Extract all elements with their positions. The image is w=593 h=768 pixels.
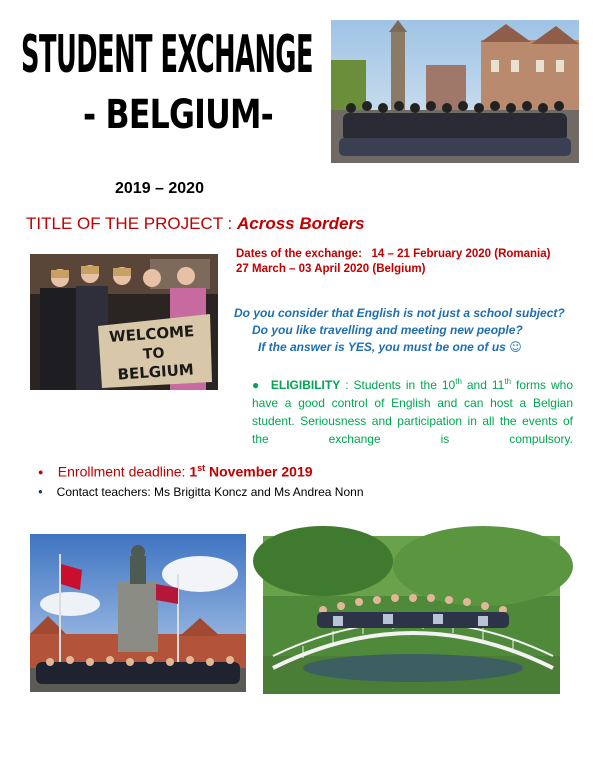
eligibility-block bbox=[58, 373, 573, 448]
eligibility-text-1: Students in the 10 bbox=[353, 378, 456, 392]
enrollment-bullet: ● bbox=[38, 466, 44, 477]
dates-line-romania bbox=[236, 247, 550, 262]
contact-teachers bbox=[38, 485, 364, 499]
photo-group-bridge bbox=[263, 536, 560, 694]
title-line-1-art bbox=[18, 20, 316, 84]
enrollment-label: Enrollment deadline: bbox=[57, 463, 190, 480]
contact-bullet: ● bbox=[38, 487, 43, 496]
exchange-dates bbox=[236, 247, 550, 262]
question-3 bbox=[258, 339, 522, 356]
school-year: 2019 – 2020 bbox=[115, 180, 204, 197]
banner-line-1: WELCOME bbox=[108, 322, 195, 346]
eligibility-text-2: and 11 bbox=[461, 378, 505, 392]
photo-welcome-banner bbox=[30, 254, 218, 390]
photo-group-old-town bbox=[331, 20, 579, 163]
enrollment-sup: st bbox=[197, 463, 206, 473]
eligibility-line-1 bbox=[58, 373, 573, 448]
question-1: Do you consider that English is not just a school subject? bbox=[234, 306, 565, 320]
dates-romania: 14 – 21 February 2020 (Romania) bbox=[371, 248, 551, 260]
banner-line-2: TO bbox=[142, 345, 165, 363]
banner-line-3: BELGIUM bbox=[116, 360, 195, 384]
question-3-text: If the answer is YES, you must be one of us bbox=[258, 340, 506, 354]
dates-line-belgium: 27 March – 03 April 2020 (Belgium) bbox=[236, 263, 426, 275]
eligibility-text-3: forms who have a good control of English and can host a Belgian student. Seriousness and participation in all the events of the exchange is compulsory. bbox=[252, 378, 573, 446]
eligibility-label: ELIGIBILITY bbox=[270, 378, 341, 392]
eligibility-sep: : bbox=[340, 378, 354, 392]
enrollment-deadline bbox=[38, 463, 313, 480]
question-2: Do you like travelling and meeting new people? bbox=[252, 323, 523, 337]
title-line-2 bbox=[80, 88, 276, 138]
project-title-label: TITLE OF THE PROJECT : bbox=[26, 214, 237, 233]
eligibility-sup-1: th bbox=[455, 377, 462, 386]
enrollment-date-rest: November 2019 bbox=[205, 463, 313, 480]
photo-market-square bbox=[30, 534, 246, 692]
contact-text: Contact teachers: Ms Brigitta Koncz and Ms Andrea Nonn bbox=[56, 485, 364, 499]
smiley-icon: ☺ bbox=[509, 340, 522, 354]
project-name: Across Borders bbox=[236, 214, 365, 233]
title-line-2-text: - BELGIUM- bbox=[83, 92, 273, 138]
title-line-1-text: STUDENT EXCHANGE bbox=[21, 25, 313, 85]
enrollment-day: 1 bbox=[189, 463, 198, 480]
eligibility-bullet: ● bbox=[252, 378, 261, 392]
title-line-1 bbox=[18, 20, 316, 84]
project-title bbox=[26, 214, 365, 234]
dates-label: Dates of the exchange: bbox=[236, 248, 362, 260]
title-line-2-art bbox=[80, 88, 276, 138]
eligibility-sup-2: th bbox=[504, 377, 512, 386]
